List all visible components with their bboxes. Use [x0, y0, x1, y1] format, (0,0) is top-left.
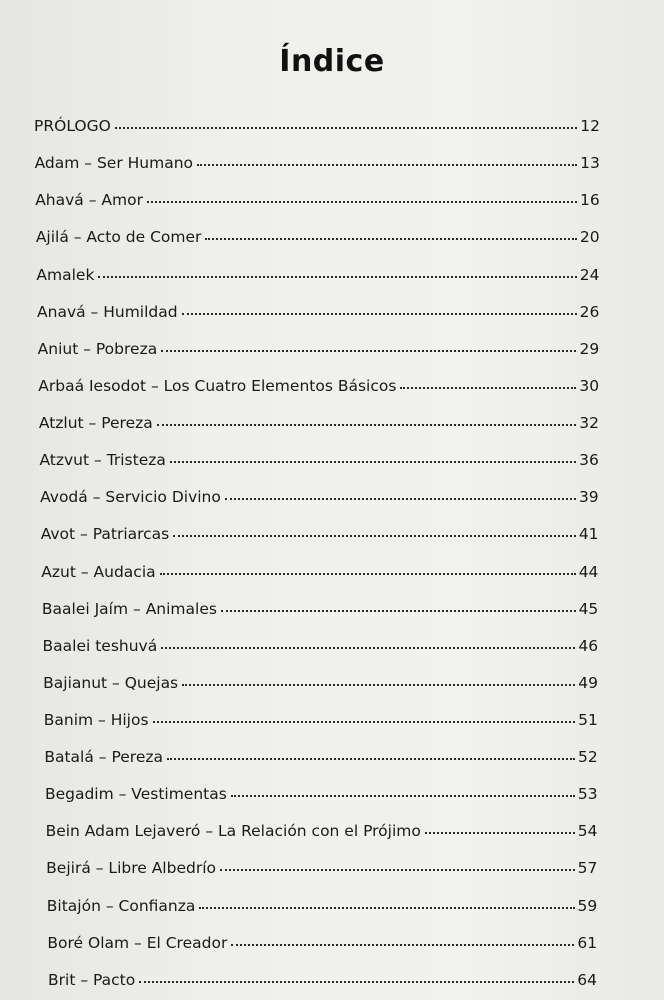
dot-leader [205, 238, 576, 240]
toc-entry [46, 817, 598, 841]
toc-entry-title: Brit – Pacto [48, 971, 136, 989]
toc-entry-title: Batalá – Pereza [44, 748, 163, 766]
dot-leader [153, 721, 576, 723]
toc-entry [47, 892, 597, 916]
toc-entry-page-number: 20 [579, 228, 600, 246]
toc-entry-page-number: 59 [577, 897, 598, 915]
toc-entry-title: Boré Olam – El Creador [47, 934, 228, 952]
toc-entry-page-number: 13 [580, 154, 600, 172]
dot-leader [199, 907, 574, 909]
toc-entry-title: Arbaá Iesodot – Los Cuatro Elementos Básicos [38, 377, 397, 395]
toc-entry-page-number: 46 [578, 637, 599, 655]
dot-leader [170, 461, 576, 463]
dot-leader [231, 795, 575, 797]
dot-leader [147, 201, 577, 203]
toc-entry-title: Banim – Hijos [43, 711, 149, 729]
page-title: Índice [279, 44, 385, 79]
dot-leader [225, 498, 576, 500]
toc-entry [46, 854, 597, 878]
toc-entry-page-number: 53 [577, 785, 598, 803]
toc-entry-page-number: 41 [578, 525, 599, 543]
toc-entry-title: Azut – Audacia [41, 563, 156, 581]
dot-leader [139, 981, 574, 983]
dot-leader [157, 424, 576, 426]
toc-entry-title: Adam – Ser Humano [34, 154, 194, 172]
toc-entry [36, 261, 599, 285]
dot-leader [182, 684, 575, 686]
dot-leader [197, 164, 577, 166]
toc-entry-title: Anavá – Humildad [37, 303, 178, 321]
toc-entry-title: Ahavá – Amor [35, 191, 143, 209]
dot-leader [161, 350, 576, 352]
toc-entry-title: Amalek [36, 266, 95, 284]
toc-entry-title: Baalei Jaím – Animales [41, 600, 217, 618]
toc-entry-page-number: 51 [578, 711, 598, 729]
toc-entry [43, 632, 599, 656]
toc-entry [41, 520, 599, 544]
toc-entry [35, 186, 600, 210]
dot-leader [221, 610, 576, 612]
toc-entry-page-number: 36 [579, 451, 599, 469]
toc-entry-page-number: 52 [578, 748, 598, 766]
toc-entry-title: Avot – Patriarcas [40, 525, 170, 543]
toc-entry [42, 595, 598, 619]
toc-entry [39, 409, 599, 433]
toc-entry-title: Begadim – Vestimentas [44, 785, 227, 803]
dot-leader [220, 869, 575, 871]
toc-entry [43, 669, 598, 693]
toc-entry-title: Baalei teshuvá [42, 637, 158, 655]
toc-entry-title: PRÓLOGO [34, 117, 111, 135]
toc-entry [40, 483, 599, 507]
toc-entry-title: Bein Adam Lejaveró – La Relación con el Prójimo [45, 822, 421, 840]
toc-entry-page-number: 39 [578, 488, 599, 506]
toc-entry-page-number: 44 [578, 563, 599, 581]
toc-entry [44, 706, 598, 730]
dot-leader [425, 832, 575, 834]
toc-entry-title: Atzvut – Tristeza [39, 451, 166, 469]
toc-entry [48, 966, 597, 990]
toc-entry-page-number: 16 [579, 191, 600, 209]
toc-entry-page-number: 32 [579, 414, 599, 432]
dot-leader [182, 313, 577, 315]
toc-entry-title: Avodá – Servicio Divino [40, 488, 221, 506]
toc-entry [41, 558, 598, 582]
toc-entry [38, 335, 600, 359]
toc-entry-title: Atzlut – Pereza [38, 414, 153, 432]
dot-leader [167, 758, 575, 760]
dot-leader [115, 127, 577, 129]
toc-entry-page-number: 57 [577, 859, 598, 877]
dot-leader [231, 944, 574, 946]
dot-leader [161, 647, 575, 649]
dot-leader [98, 276, 576, 278]
toc-entry-page-number: 45 [578, 600, 599, 618]
toc-entry [35, 149, 600, 173]
toc-entry-title: Bajianut – Quejas [43, 674, 179, 692]
toc-entry [44, 743, 597, 767]
dot-leader [160, 573, 576, 575]
toc-entry [36, 223, 600, 247]
dot-leader [400, 387, 576, 389]
toc-entry-page-number: 24 [579, 266, 600, 284]
toc-entry [47, 929, 597, 953]
toc-entry [34, 112, 600, 136]
toc-entry-page-number: 54 [577, 822, 598, 840]
toc-entry [37, 298, 599, 322]
toc-entry-title: Ajilá – Acto de Comer [35, 228, 202, 246]
toc-entry-page-number: 26 [579, 303, 600, 321]
toc-entry-page-number: 61 [577, 934, 598, 952]
toc-entry-title: Aniut – Pobreza [37, 340, 158, 358]
toc-entry-page-number: 12 [580, 117, 600, 135]
toc-entry-page-number: 30 [579, 377, 600, 395]
toc-entry-page-number: 64 [577, 971, 597, 989]
toc-entry-title: Bejirá – Libre Albedrío [46, 859, 216, 877]
toc-entry-page-number: 49 [578, 674, 599, 692]
toc-entry-title: Bitajón – Confianza [46, 897, 196, 915]
dot-leader [173, 535, 576, 537]
toc-entry-page-number: 29 [579, 340, 600, 358]
toc-entry [45, 780, 598, 804]
toc-entry [38, 372, 599, 396]
toc-entry [39, 446, 598, 470]
